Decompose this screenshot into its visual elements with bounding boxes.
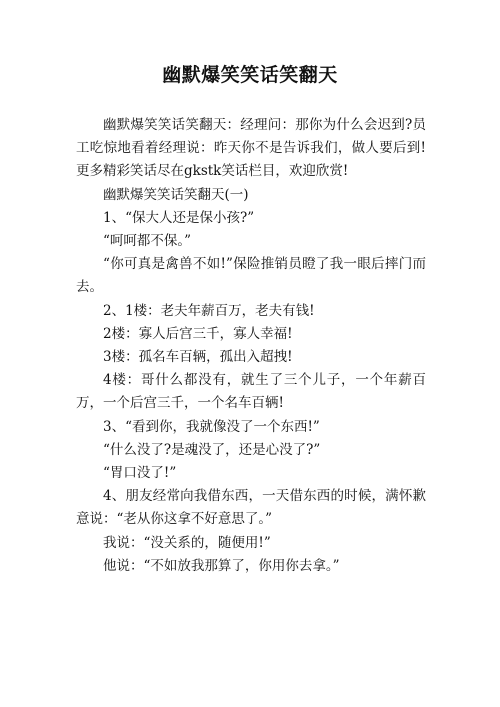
paragraph: 幽默爆笑笑话笑翻天：经理问：那你为什么会迟到?员工吃惊地看着经理说：昨天你不是告诉我们，做人要后到!更多精彩笑话尽在gkstk笑话栏目，欢迎欣赏! [76,117,426,180]
paragraph: 3、“看到你，我就像没了一个东西!” [103,418,320,435]
paragraph: 2、1楼：老夫年薪百万，老夫有钱! [103,302,315,319]
document-title: 幽默爆笑笑话笑翻天 [162,64,338,86]
paragraph: 3楼：孤名车百辆，孤出入超拽! [103,349,293,366]
document-body [76,114,426,578]
paragraph: “胃口没了!” [103,465,177,482]
paragraph: “什么没了?是魂没了，还是心没了?” [103,441,321,458]
paragraph: “呵呵都不保。” [103,233,192,250]
paragraph: 4楼：哥什么都没有，就生了三个儿子，一个年薪百万，一个后宫三千，一个名车百辆! [76,372,426,412]
paragraph: “你可真是禽兽不如!”保险推销员瞪了我一眼后摔门而去。 [76,256,426,296]
paragraph: 4、朋友经常向我借东西，一天借东西的时候，满怀歉意说：“老从你这拿不好意思了。” [76,488,426,528]
paragraph: 幽默爆笑笑话笑翻天(一) [103,186,249,203]
paragraph: 1、“保大人还是保小孩?” [103,209,255,226]
paragraph: 他说：“不如放我那算了，你用你去拿。” [103,557,340,574]
paragraph: 2楼：寡人后宫三千，寡人幸福! [103,325,293,342]
paragraph: 我说：“没关系的，随便用!” [103,534,271,551]
